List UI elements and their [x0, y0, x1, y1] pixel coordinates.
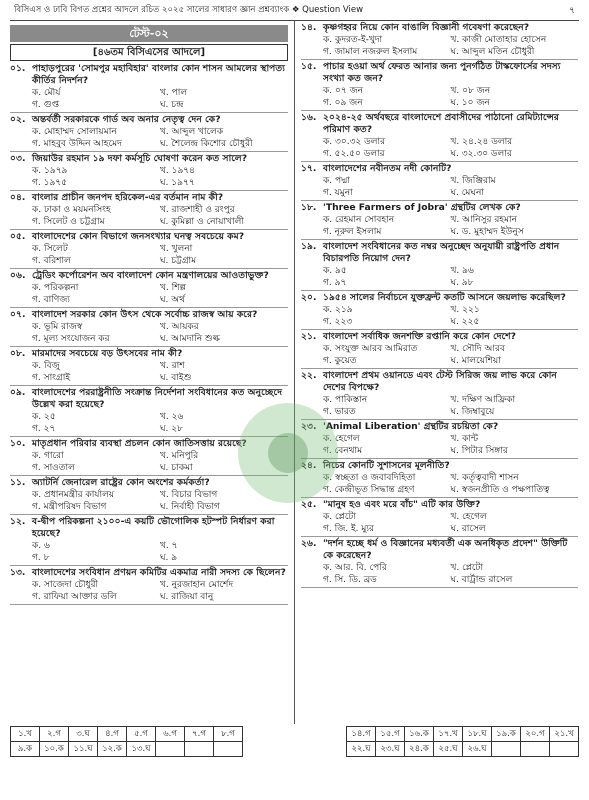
publisher-seal-watermark [238, 403, 338, 503]
answer-option: ক. ঢাকা ও ময়মনসিংহ [32, 205, 111, 215]
answer-option: ঘ. ২৮ [160, 424, 183, 434]
answer-option: গ. ৫২.৫০ ডলার [323, 149, 385, 159]
answer-cell [521, 742, 550, 757]
question-text: বাংলাদেশ প্রথম ওয়ানডে এবং টেস্ট সিরিজ জয় লাভ করে কোন দেশের বিপক্ষে? [323, 370, 557, 393]
page-number: ৭ [569, 5, 575, 16]
question-item [301, 331, 578, 369]
question-text: বাংলাদেশের সংবিধান প্রণয়ন কমিটির একমাত্র নারী সদস্য কে ছিলেন? [32, 567, 286, 578]
question-divider [301, 200, 578, 201]
answer-table-right [346, 726, 579, 757]
answer-option: খ. কান্ট [450, 434, 479, 444]
answer-option: ক. ৩০.৩২ ডলার [323, 137, 386, 147]
question-item [301, 202, 578, 240]
question-number: ১০. [10, 438, 26, 449]
question-text: বাংলাদেশ সংবিধানের কত নম্বর অনুচ্ছেদ অনুযায়ী রাষ্ট্রপতি প্রধান বিচারপতি নিয়োগ দেন? [323, 241, 560, 264]
answer-option: খ. ১৯৭৪ [160, 166, 196, 176]
answer-option: খ. আব্দুল খালেক [160, 127, 224, 137]
header-title: বিসিএস ও ঢাবি বিগত প্রশ্নের আদলে রচিত ২০২৫ সালের সাধারণ জ্ঞান প্রশ্নব্যাংক ❖ Question View [14, 5, 364, 15]
answer-row [347, 742, 579, 757]
question-number: ১৭. [301, 163, 317, 174]
answer-cell: ১৬.ক [405, 727, 434, 742]
answer-option: ঘ. শৈলেন্দ্র কিশোর চৌধুরী [160, 139, 253, 149]
question-text: বাংলার প্রাচীন জনপদ হরিকেল-এর বর্তমান নাম কী? [32, 192, 224, 203]
answer-option: ঘ. জিম্বাবুয়ে [450, 407, 495, 417]
question-divider [301, 368, 578, 369]
question-number: ২৫. [301, 499, 317, 510]
answer-option: ক. কুদরত-ই-খুদা [323, 35, 383, 45]
question-number: ২০. [301, 292, 317, 303]
answer-option: গ. জামাল নজরুল ইসলাম [323, 47, 418, 57]
question-divider [10, 307, 288, 308]
answer-option: খ. আনিসুর রহমান [450, 215, 517, 225]
answer-option: ক. সিলেট [32, 244, 68, 254]
answer-cell: ১১.ঘ [69, 742, 98, 757]
question-number: ১৯. [301, 241, 317, 252]
question-number: ১২. [10, 516, 26, 527]
question-number: ০৪. [10, 192, 26, 203]
answer-option: ক. পাকিস্তান [323, 395, 368, 405]
answer-option: ঘ. নির্বাহী বিভাগ [160, 502, 220, 512]
answer-option: ক. ৯৫ [323, 266, 347, 276]
option-grid [301, 214, 578, 238]
answer-option: ঘ. ১০ জন [450, 98, 490, 108]
answer-option: ক. মোহাম্মদ সোলায়মান [32, 127, 117, 137]
answer-option: ক. পরিকল্পনা [32, 283, 79, 293]
answer-option: ক. গারো [32, 451, 64, 461]
question-number: ২৩. [301, 421, 317, 432]
question-number: ০৫. [10, 231, 26, 242]
answer-option: খ. শিল্প [160, 283, 186, 293]
answer-cell: ১.খ [11, 727, 40, 742]
question-number: ২২. [301, 370, 317, 381]
answer-option: গ. ৯৭ [323, 278, 347, 288]
answer-option: গ. সাওতাল [32, 463, 75, 473]
answer-cell: ৯.ক [11, 742, 40, 757]
question-text: অ্যাটর্নি জেনারেল রাষ্ট্রের কোন অংশের কর্মকর্তা? [32, 477, 210, 488]
question-number: ১৮. [301, 202, 317, 213]
question-text: 'Three Farmers of Jobra' গ্রন্থটির লেখক কে? [323, 202, 521, 213]
answer-cell: ২৬.ঘ [463, 742, 492, 757]
question-text: "মানুষ হও এবং মরে বাঁচ" এটি কার উক্তি? [323, 499, 481, 510]
question-divider [301, 110, 578, 111]
question-divider [10, 229, 288, 230]
answer-option: ঘ. মালয়েশিয়া [450, 356, 501, 366]
answer-cell: ২১.খ [550, 727, 579, 742]
question-number: ১৬. [301, 112, 317, 123]
question-divider [10, 268, 288, 269]
question-item [10, 309, 288, 347]
answer-cell: ৬.গ [156, 727, 185, 742]
option-grid [301, 304, 578, 328]
question-divider [301, 239, 578, 240]
answer-option: খ. বিচার বিভাগ [160, 490, 218, 500]
question-text: বাংলাদেশের নবীনতম নদী কোনটি? [323, 163, 452, 174]
answer-option: খ. প্লেটো [450, 563, 484, 573]
answer-option: খ. ২৬ [160, 412, 184, 422]
answer-option: গ. জি. ই. ম্যুর [323, 524, 374, 534]
answer-option: খ. পাল [160, 88, 188, 98]
option-grid [10, 165, 288, 189]
answer-option: গ. যমুনা [323, 188, 353, 198]
answer-cell: ২.গ [40, 727, 69, 742]
answer-option: খ. রাশ [160, 361, 185, 371]
answer-cell: ২২.ঘ [347, 742, 376, 757]
question-text: ১৯৫৪ সালের নির্বাচনে যুক্তফ্রন্ট কতটি আসনে জয়লাভ করেছিল? [323, 292, 566, 303]
question-item [10, 348, 288, 386]
question-text: মাতৃপ্রধান পরিবার ব্যবস্থা প্রচলন কোন জাতিসত্তায় রয়েছে? [32, 438, 247, 449]
answer-option: ঘ. চাকমা [160, 463, 193, 473]
answer-option: ক. পদ্মা [323, 176, 351, 186]
answer-cell: ২৫.ঘ [434, 742, 463, 757]
answer-row [347, 727, 579, 742]
book-emblem-icon [268, 433, 308, 473]
question-item [10, 63, 288, 113]
answer-option: গ. মন্ত্রীপরিষদ বিভাগ [32, 502, 107, 512]
question-text: অন্তর্বর্তী সরকারকে গার্ড অব অনার নেতৃত্ব দেন কে? [32, 114, 221, 125]
answer-cell: ৪.গ [98, 727, 127, 742]
option-grid [301, 34, 578, 58]
question-divider [10, 190, 288, 191]
answer-cell: ২৩.ঘ [376, 742, 405, 757]
question-divider [10, 151, 288, 152]
question-divider [301, 536, 578, 537]
question-text: ব-দ্বীপ পরিকল্পনা ২১০০-এ কয়টি ভৌগোলিক হটস্পট নির্ধারণ করা হয়েছে? [32, 516, 275, 539]
answer-option: ঘ. ৩২.৩০ ডলার [450, 149, 512, 159]
answer-cell: ৩.ঘ [69, 727, 98, 742]
question-divider [301, 419, 578, 420]
question-item [301, 241, 578, 291]
option-grid [301, 85, 578, 109]
answer-option: ক. স্বচ্ছতা ও জবাবদিহিতা [323, 473, 416, 483]
answer-option: ঘ. ড. মুহাম্মদ ইউনুস [450, 227, 524, 237]
answer-option: গ. ৮ [32, 553, 50, 563]
page-header [10, 0, 579, 21]
answer-option: ঘ. ৯৮ [450, 278, 474, 288]
question-item [301, 421, 578, 459]
question-item [301, 61, 578, 111]
answer-option: গ. ০৯ জন [323, 98, 363, 108]
answer-option: ক. আর. বি. পেরি [323, 563, 387, 573]
answer-option: ক. বিজু [32, 361, 60, 371]
question-number: ০৭. [10, 309, 26, 320]
answer-option: খ. ৯৬ [450, 266, 474, 276]
answer-row [11, 742, 243, 757]
answer-option: ক. মৌর্য [32, 88, 61, 98]
option-grid [10, 360, 288, 384]
answer-option: গ. ১৯৭৫ [32, 178, 67, 188]
option-grid [301, 394, 578, 418]
answer-option: খ. কাজী মোতাহার হোসেন [450, 35, 547, 45]
option-grid [301, 433, 578, 457]
question-item [10, 270, 288, 308]
question-text: বাংলাদেশের পররাষ্ট্রনীতি সংক্রান্ত নির্দেশনা সংবিধানের কত অনুচ্ছেদে উল্লেখ করা হয়েছে? [32, 387, 283, 410]
test-title: টেস্ট-০২ [10, 25, 288, 42]
answer-cell: ১৩.ঘ [127, 742, 156, 757]
answer-cell [156, 742, 185, 757]
answer-option: ঘ. আব্দুল মতিন চৌধুরী [450, 47, 535, 57]
question-number: ১৫. [301, 61, 317, 72]
answer-option: ক. ১৯৭৯ [32, 166, 68, 176]
question-number: ০১. [10, 63, 26, 74]
answer-option: ক. হেগেল [323, 434, 360, 444]
answer-option: ঘ. চট্টগ্রাম [160, 256, 197, 266]
question-number: ০৩. [10, 153, 26, 164]
question-text: পাচার হওয়া অর্থ ফেরত আনার জন্য পুনর্গঠিত টাস্কফোর্সের সদস্য সংখ্যা কত জন? [323, 61, 561, 84]
answer-option: খ. ০৮ জন [450, 86, 491, 96]
question-text: জিয়াউর রহমান ১৯ দফা কর্মসূচি ঘোষণা করেন কত সালে? [32, 153, 248, 164]
answer-option: খ. দক্ষিণ আফ্রিকা [450, 395, 516, 405]
answer-option: গ. কেন্দ্রীভূত সিদ্ধান্ত গ্রহণ [323, 485, 415, 495]
question-item [301, 22, 578, 60]
question-item [10, 192, 288, 230]
answer-option: ঘ. বাইশু [160, 373, 192, 383]
option-grid [301, 265, 578, 289]
question-item [10, 477, 288, 515]
question-number: ১১. [10, 477, 26, 488]
question-item [10, 153, 288, 191]
content-columns [10, 21, 579, 724]
option-grid [10, 579, 288, 603]
option-grid [10, 321, 288, 345]
answer-option: গ. বরিশাল [32, 256, 71, 266]
answer-option: ঘ. আমদানি শুল্ক [160, 334, 220, 344]
answer-option: গ. ২৭ [32, 424, 56, 434]
question-item [301, 460, 578, 498]
answer-option: ক. সংযুক্ত আরব আমিরাত [323, 344, 418, 354]
option-grid [10, 87, 288, 111]
answer-cell [492, 742, 521, 757]
answer-cell: ৮.গ [214, 727, 243, 742]
question-item [10, 114, 288, 152]
question-divider [301, 458, 578, 459]
question-text: 'Animal Liberation' গ্রন্থটির রচয়িতা কে? [323, 421, 499, 432]
option-grid [10, 204, 288, 228]
question-item [10, 567, 288, 605]
option-grid [10, 489, 288, 513]
answer-option: ঘ. বার্ট্রান্ড রাসেল [450, 575, 513, 585]
answer-option: খ. কর্তৃত্ববাদী শাসন [450, 473, 519, 483]
question-item [10, 516, 288, 566]
answer-option: খ. মনিপুরি [160, 451, 199, 461]
answer-option: ক. ২৫ [32, 412, 56, 422]
answer-option: খ. আয়কর [160, 322, 199, 332]
question-divider [301, 290, 578, 291]
question-text: বাংলাদেশের কোন বিভাগে জনসংখ্যার ঘনত্ব সবচেয়ে কম? [32, 231, 245, 242]
answer-option: খ. খুলনা [160, 244, 193, 254]
option-grid [301, 562, 578, 586]
question-divider [10, 346, 288, 347]
left-column [10, 21, 294, 724]
answer-option: গ. সাংগ্রাই [32, 373, 71, 383]
answer-option: খ. জিঞ্জিরাম [450, 176, 496, 186]
answer-option: ক. সাজেদা চৌধুরী [32, 580, 99, 590]
answer-option: ঘ. মেঘনা [450, 188, 484, 198]
answer-cell: ৫.গ [127, 727, 156, 742]
answer-option: গ. গুপ্ত [32, 100, 59, 110]
answer-option: গ. বাণিজ্য [32, 295, 70, 305]
question-text: বাংলাদেশ সরকার কোন উৎস থেকে সর্বোচ্চ রাজস্ব আয় করে? [32, 309, 258, 320]
question-item [10, 231, 288, 269]
answer-option: গ. মূল্য সংযোজন কর [32, 334, 110, 344]
question-divider [10, 112, 288, 113]
question-item [301, 163, 578, 201]
question-divider [10, 514, 288, 515]
question-divider [10, 385, 288, 386]
answer-option: ঘ. কুমিল্লা ও নোয়াখালী [160, 217, 244, 227]
answer-option: খ. ২২১ [450, 305, 480, 315]
question-text: পাহাড়পুরের 'সোমপুর মহাবিহার' বাংলার কোন শাসন আমলের স্থাপত্য কীর্তির নিদর্শন? [32, 63, 285, 86]
answer-option: ক. ২১৯ [323, 305, 353, 315]
question-number: ০৬. [10, 270, 26, 281]
option-grid [10, 282, 288, 306]
answer-option: খ. ৭ [160, 541, 178, 551]
answer-option: ক. ০৭ জন [323, 86, 364, 96]
question-divider [301, 587, 578, 588]
question-text: ২০২৪-২৫ অর্থবছরে বাংলাদেশে প্রবাসীদের পাঠানো রেমিট্যান্সের পরিমাণ কত? [323, 112, 559, 135]
question-number: ২৪. [301, 460, 317, 471]
answer-option: ক. ৬ [32, 541, 50, 551]
option-grid [301, 136, 578, 160]
question-divider [301, 59, 578, 60]
question-text: বাংলাদেশ সর্বাধিক জনশক্তি রপ্তানি করে কোন দেশে? [323, 331, 517, 342]
question-item [301, 370, 578, 420]
answer-cell [185, 742, 214, 757]
option-grid [10, 243, 288, 267]
option-grid [301, 343, 578, 367]
option-grid [10, 126, 288, 150]
answer-cell: ১৯.ক [492, 727, 521, 742]
option-grid [10, 540, 288, 564]
question-text: "দর্শন হচ্ছে ধর্ম ও বিজ্ঞানের মধ্যবর্তী এক অনধিকৃত প্রদেশ" উক্তিটি কে করেছেন? [323, 538, 568, 561]
answer-option: খ. ২৪.২৪ ডলার [450, 137, 513, 147]
question-text: নিচের কোনটি সুশাসনের মূলনীতি? [323, 460, 450, 471]
answer-option: গ. কুয়েত [323, 356, 357, 366]
question-number: ০৮. [10, 348, 26, 359]
answer-option: গ. মাহবুব উদ্দিন আহমেদ [32, 139, 122, 149]
answer-cell: ১৪.গ [347, 727, 376, 742]
answer-option: ঘ. ২২৫ [450, 317, 480, 327]
answer-option: গ. সি. ডি. ব্রড [323, 575, 377, 585]
answer-option: গ. বেনথাম [323, 446, 363, 456]
answer-cell [214, 742, 243, 757]
answer-cell: ২০.গ [521, 727, 550, 742]
question-divider [301, 497, 578, 498]
answer-option: খ. নুরজাহান মোর্শেদ [160, 580, 234, 590]
answer-option: ঘ. পিটার সিঙ্গার [450, 446, 508, 456]
answer-cell: ১৭.খ [434, 727, 463, 742]
question-number: ১৩. [10, 567, 26, 578]
question-divider [10, 565, 288, 566]
answer-option: খ. রাজশাহী ও রংপুর [160, 205, 235, 215]
answer-cell: ৭.গ [185, 727, 214, 742]
answer-cell: ১৮.ঘ [463, 727, 492, 742]
answer-option: ক. প্লেটো [323, 512, 356, 522]
answer-cell: ১০.ক [40, 742, 69, 757]
question-number: ০৯. [10, 387, 26, 398]
answer-key [10, 726, 579, 757]
answer-option: খ. সৌদি আরব [450, 344, 505, 354]
question-number: ২১. [301, 331, 317, 342]
answer-option: গ. ২২৩ [323, 317, 353, 327]
answer-row [11, 727, 243, 742]
answer-option: ক. ভূমি রাজস্ব [32, 322, 83, 332]
answer-option: গ. রাফিয়া আক্তার ডলি [32, 592, 117, 602]
answer-cell: ১২.ক [98, 742, 127, 757]
answer-option: ঘ. চন্দ্র [160, 100, 184, 110]
answer-option: গ. সিলেট ও চট্টগ্রাম [32, 217, 105, 227]
answer-cell: ১৫.গ [376, 727, 405, 742]
answer-option: গ. ভারত [323, 407, 356, 417]
question-item [301, 292, 578, 330]
option-grid [301, 472, 578, 496]
question-number: ১৪. [301, 22, 317, 33]
answer-option: ক. প্রধানমন্ত্রীর কার্যালয় [32, 490, 115, 500]
question-item [301, 538, 578, 588]
answer-option: ঘ. ৯ [160, 553, 178, 563]
question-divider [10, 604, 288, 605]
question-text: কৃষ্ণগহ্বর নিয়ে কোন বাঙালি বিজ্ঞানী গবেষণা করেছেন? [323, 22, 530, 33]
question-text: মারমাদের সবচেয়ে বড় উৎসবের নাম কী? [32, 348, 183, 359]
answer-option: গ. নূরুল ইসলাম [323, 227, 382, 237]
question-item [301, 112, 578, 162]
answer-option: ঘ. অর্থ [160, 295, 185, 305]
answer-option: ক. রেহমান সোবহান [323, 215, 395, 225]
answer-option: ঘ. স্বজনপ্রীতি ও পক্ষপাতিত্ব [450, 485, 550, 495]
answer-option: ঘ. ১৯৭৭ [160, 178, 195, 188]
test-subheading: [৪৬তম বিসিএসের আদলে] [10, 44, 288, 61]
answer-cell: ২৪.ক [405, 742, 434, 757]
option-grid [301, 175, 578, 199]
option-grid [301, 511, 578, 535]
answer-option: ঘ. রাসেল [450, 524, 486, 534]
question-divider [301, 161, 578, 162]
right-column [294, 21, 578, 724]
question-number: ০২. [10, 114, 26, 125]
question-divider [301, 329, 578, 330]
question-text: ট্রেডিং কর্পোরেশন অব বাংলাদেশ কোন মন্ত্রণালয়ের আওতাভুক্ত? [32, 270, 269, 281]
answer-cell [550, 742, 579, 757]
answer-option: খ. হেগেল [450, 512, 487, 522]
question-number: ২৬. [301, 538, 317, 549]
question-item [301, 499, 578, 537]
answer-option: ঘ. রাজিয়া বানু [160, 592, 214, 602]
answer-table-left [10, 726, 243, 757]
